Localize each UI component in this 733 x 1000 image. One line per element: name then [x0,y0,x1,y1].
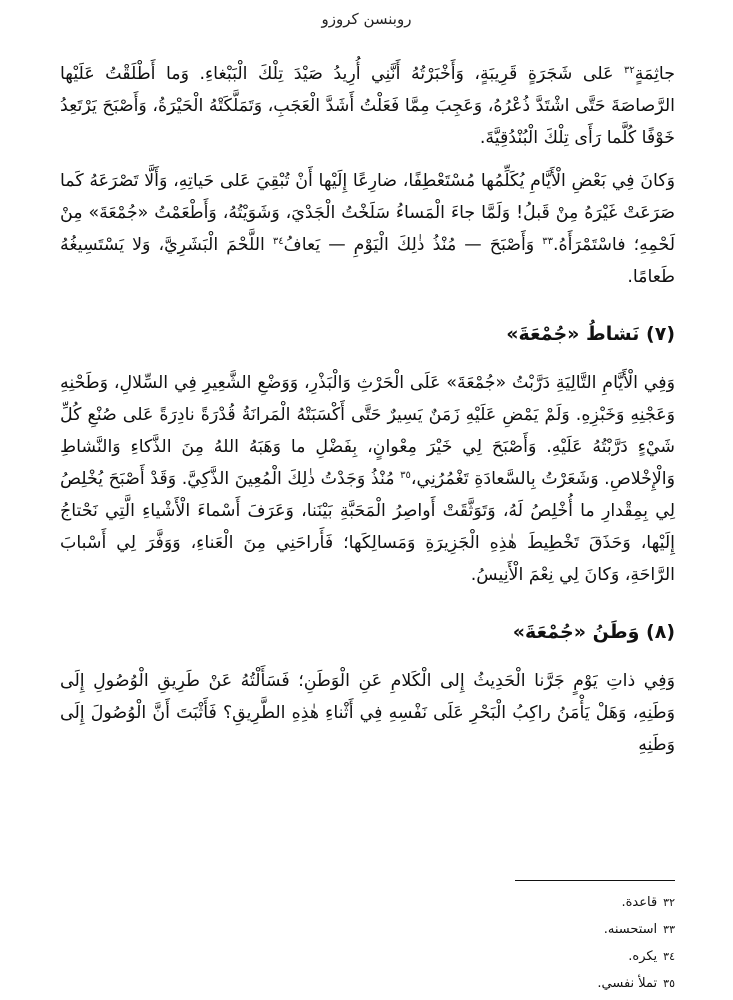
running-header: روبنسن كروزو [321,10,412,28]
footnotes [60,880,675,997]
paragraph-4 [60,665,675,761]
footnote-ref-33[interactable]: ٣٣ [542,236,553,247]
section-heading-8: (٨) وَطَنُ «جُمْعَةَ» [512,621,675,643]
paragraph-text: وَفِي الْأَيَّامِ التَّالِيَةِ دَرَّبْتُ «جُمْعَةَ» عَلَى الْحَرْثِ وَالْبَذْرِ، وَوَضْعِ الشَّعِيرِ فِي السِّلالِ، وَطَحْنِهِ وَعَجْنِهِ وَخَبْزِهِ. وَلَمْ يَمْضِ عَلَيْهِ زَمَنٌ يَسِيرٌ حَتَّى أَكْسَبَتْهُ الْمَرانَةُ قُدْرَةً نادِرَةً عَلى صُنْعِ كُلِّ شَيْءٍ دَرَّبْتُهُ عَلَيْهِ. وَأَصْبَحَ لِي خَيْرَ مِعْوانٍ، بِفَضْلِ ما وَهَبَهُ اللهُ مِنَ الذَّكاءِ وَالنَّشاطِ وَالْإِخْلاصِ. وَشَعَرْتُ بِالسَّعادَةِ تَغْمُرُنِي، [60,373,675,489]
footnote-text: تملأ نفسي. [597,976,658,991]
paragraph-text: وَكانَ فِي بَعْضِ الْأَيَّامِ يُكَلِّمُها مُسْتَعْطِفًا، ضارِعًا إِلَيْها أَنْ تُبْقِيَ عَلى حَياتِهِ، وَأَلَّا تَصْرَعَهُ كَما صَرَعَتْ غَيْرَهُ مِنْ قَبلُ! وَلَمَّا جاءَ الْمَساءُ سَلَخْتُ الْجَدْيَ، وَشَوَيْتُهُ، وَأَطْعَمْتُ «جُمْعَةَ» مِنْ لَحْمِهِ؛ فاسْتَمْرَأَهُ. [60,171,675,255]
footnote-ref-34[interactable]: ٣٤ [272,236,284,247]
footnote-text: قاعدة. [621,895,658,910]
footnote-number: ٣٣ [663,923,675,936]
paragraph-1 [60,58,675,154]
footnote-33 [60,916,675,943]
section-heading-7: (٧) نَشاطُ «جُمْعَةَ» [506,323,675,345]
footnote-number: ٣٥ [663,977,675,990]
paragraph-text: مُنْذُ وَجَدْتُ ذٰلِكَ الْمُعِينَ الذَّكِيَّ. وَقَدْ أَصْبَحَ يُخْلِصُ لِي بِمِقْدارِ ما أُخْلِصُ لَهُ، وَتَوَثَّقَتْ أَواصِرُ الْمَحَبَّةِ بَيْنَنا، وَعَرَفَ أَسْماءَ الْأَشْياءِ الَّتِي نَحْتاجُ إِلَيْها، وَحَذَقَ تَخْطِيطَ هٰذِهِ الْجَزِيرَةِ وَمَسالِكَها؛ فَأَراحَنِي مِنَ الْعَناءِ، وَوَفَّرَ لِي أَسْبابَ الرَّاحَةِ، وَكانَ لِي نِعْمَ الْأَنِيسُ. [60,469,675,585]
paragraph-text: وَأَصْبَحَ — مُنْذُ ذٰلِكَ الْيَوْمِ — يَعافُ [283,235,543,255]
footnote-number: ٣٤ [663,950,675,963]
paragraph-3 [60,367,675,591]
body-text [60,58,675,772]
paragraph-text: عَلى شَجَرَةٍ قَرِيبَةٍ، وَأَخْبَرْتُهُ أَنَّنِي أُرِيدُ صَيْدَ تِلْكَ الْبَبْغاءِ. وَما أَطْلَقْتُ عَلَيْها الرَّصاصَةَ حَتَّى اشْتَدَّ ذُعْرُهُ، وَعَجِبَ مِمَّا فَعَلْتُ أَشَدَّ الْعَجَبِ، وَتَمَلَّكَتْهُ الْحَيْرَةُ، وَأَصْبَحَ يَرْتَعِدُ خَوْفًا كُلَّما رَأَى تِلْكَ الْبُنْدُقِيَّةَ. [60,64,675,148]
footnote-text: استحسنه. [603,922,658,937]
footnote-34 [60,943,675,970]
footnote-text: يكره. [628,949,658,964]
footnote-number: ٣٢ [663,896,675,909]
footnote-ref-32[interactable]: ٣٢ [623,65,635,76]
paragraph-text: جاثِمَةٍ [634,64,675,84]
footnote-divider [515,880,675,881]
paragraph-text: وَفِي ذاتِ يَوْمٍ جَرَّنا الْحَدِيثُ إِلى الْكَلامِ عَنِ الْوَطَنِ؛ فَسَأَلْتُهُ عَنْ طَرِيقِ الْوُصُولِ إِلَى وَطَنِهِ، وَهَلْ يَأْمَنُ راكِبُ الْبَحْرِ عَلَى نَفْسِهِ فِي أَثْناءِ هٰذِهِ الطَّرِيقِ؟ فَأَثْبَتَ أَنَّ الْوُصُولَ إِلَى وَطَنِهِ [60,671,675,755]
paragraph-2 [60,165,675,293]
footnote-ref-35[interactable]: ٣٥ [400,470,411,481]
footnote-35 [60,970,675,997]
footnote-32 [60,889,675,916]
paragraph-text: اللَّحْمَ الْبَشَرِيَّ، وَلا يَسْتَسِيغُهُ طَعامًا. [60,235,675,287]
